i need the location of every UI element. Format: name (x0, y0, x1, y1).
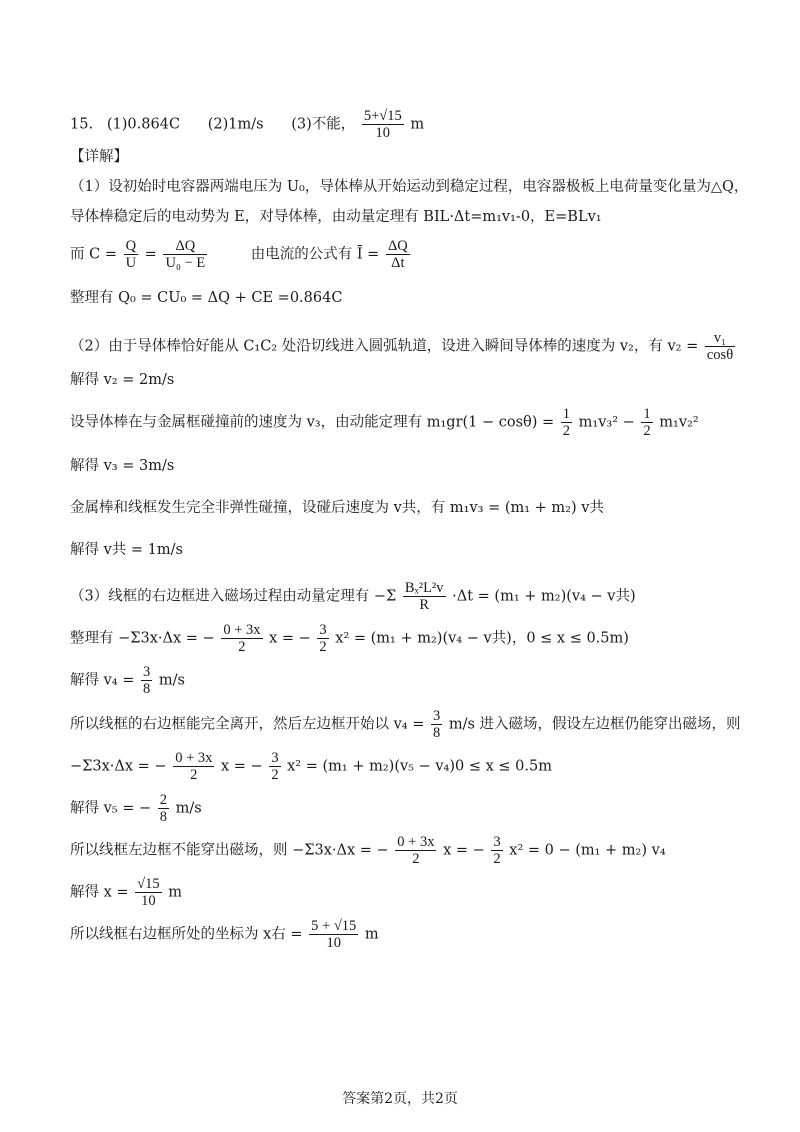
page-footer: 答案第2页，共2页 (342, 1091, 458, 1107)
p3-line-3: 解得 v₄ = $\frac{3}{8}$ m/s (70, 664, 185, 697)
p2-line-3: 设导体棒在与金属框碰撞前的速度为 v₃，由动能定理有 m₁gr(1 − cosθ) = $\frac{1}{2}$ m₁v₃² − $\frac{1}{2}$ m₁v₂² (70, 406, 699, 439)
p1-line-4: 整理有 Q₀ = CU₀ = ΔQ + CE =0.864C (70, 290, 343, 306)
fraction: $\frac{5+√15}{10}$ (363, 108, 402, 141)
p2-line-1: （2）由于导体棒恰好能从 C₁C₂ 处沿切线进入圆弧轨道，设进入瞬间导体棒的速度为 v₂，有 v₂ = $\frac{\text{v₁}}{\cos\theta}$ (70, 330, 734, 363)
p2-line-4: 解得 v₃ = 3m/s (70, 458, 175, 474)
p3-line-6: 解得 v₅ = − $\frac{2}{8}$ m/s (70, 792, 202, 825)
p3-line-5: −Σ3x·Δx = − $\frac{0 + 3x}{2}$ x = − $\frac{3}{2}$ x² = (m₁ + m₂)(v₅ − v₄)0 ≤ x ≤ 0.5m (70, 750, 552, 783)
p2-line-2: 解得 v₂ = 2m/s (70, 372, 175, 388)
p3-line-8: 解得 x = $\frac{√15}{10}$ m (70, 876, 182, 909)
p3-line-1: （3）线框的右边框进入磁场过程由动量定理有 −Σ $\frac{\text{Bₓ²L²v}}{R}$ ·Δt = (m₁ + m₂)(v₄ − v共) (70, 580, 636, 613)
answer-1: (1)0.864C (106, 116, 181, 133)
p2-line-6: 解得 v共 = 1m/s (70, 542, 183, 558)
unit: m (410, 116, 425, 133)
answer-2: (2)1m/s (207, 116, 264, 133)
answer-3: (3)不能， (291, 116, 356, 133)
answer-summary (70, 108, 760, 141)
p2-line-5: 金属棒和线框发生完全非弹性碰撞，设碰后速度为 v共，有 m₁v₃ = (m₁ + m₂) v共 (70, 500, 604, 516)
p1-line-2: 导体棒稳定后的电动势为 E，对导体棒，由动量定理有 BIL·Δt=m₁v₁-0，E=BLv₁ (70, 209, 602, 225)
p1-line-3: 而 C = $\frac{Q}{U}$ = $\frac{\Delta Q}{\text{U₀ − E}}$ 由电流的公式有 Ī = $\frac{\Delta Q}{\Delta t}$ (70, 238, 408, 271)
p3-line-2: 整理有 −Σ3x·Δx = − $\frac{0 + 3x}{2}$ x = − $\frac{3}{2}$ x² = (m₁ + m₂)(v₄ − v共)，0 ≤ x ≤ 0.5m) (70, 622, 629, 655)
section-heading: 【详解】 (70, 149, 128, 165)
question-number: 15. (70, 116, 94, 133)
p3-line-7: 所以线框左边框不能穿出磁场，则 −Σ3x·Δx = − $\frac{0 + 3x}{2}$ x = − $\frac{3}{2}$ x² = 0 − (m₁ + m₂) v₄ (70, 834, 666, 867)
p1-line-1: （1）设初始时电容器两端电压为 U₀，导体棒从开始运动到稳定过程，电容器极板上电荷量变化量为△Q， (70, 179, 749, 195)
p3-line-4: 所以线框的右边框能完全离开，然后左边框开始以 v₄ = $\frac{3}{8}$ m/s 进入磁场，假设左边框仍能穿出磁场，则 (70, 708, 741, 741)
p3-line-9: 所以线框右边框所处的坐标为 x右 = $\frac{5 + √15}{10}$ m (70, 918, 379, 951)
